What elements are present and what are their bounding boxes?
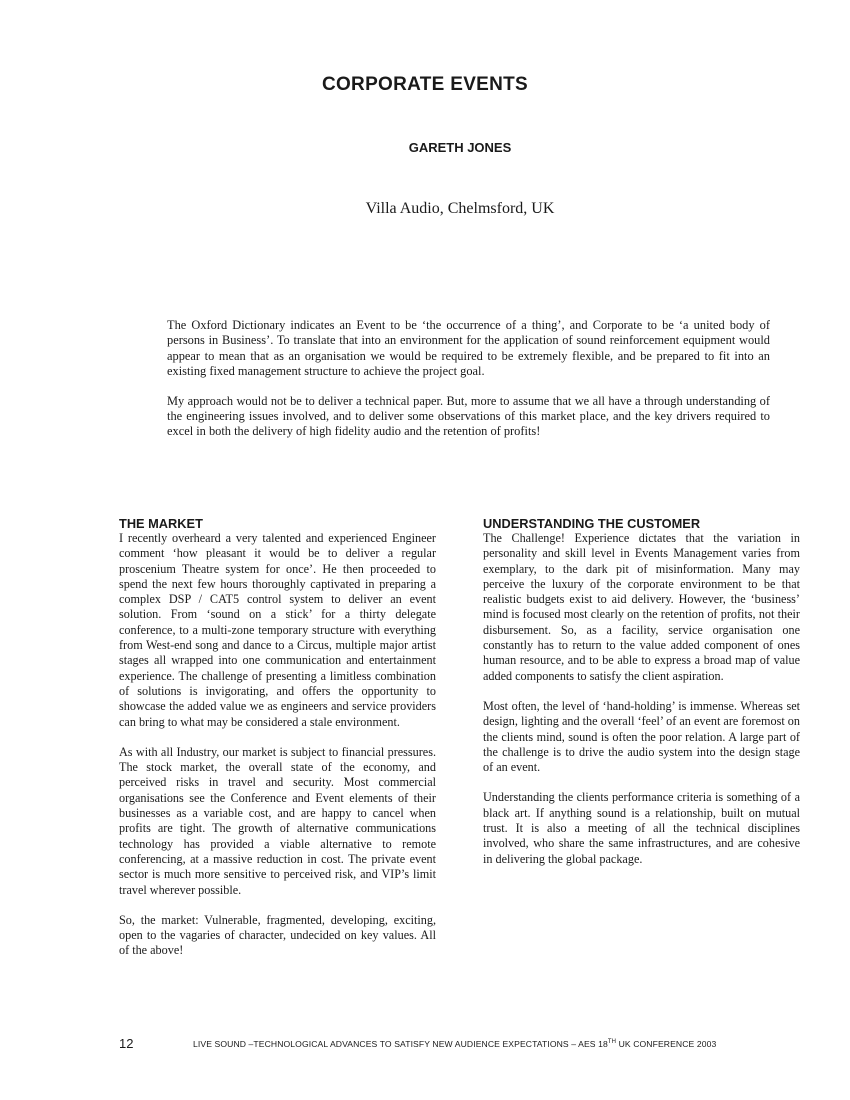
author-affiliation: Villa Audio, Chelmsford, UK — [365, 200, 555, 217]
body-paragraph: Most often, the level of ‘hand-holding’ is immense. Whereas set design, lighting and the overall ‘feel’ of an event are foremost on the clients mind, sound is often the poor relation. A large part of the challenge is to drive the audio system into the design stage of an event. — [483, 698, 800, 775]
right-column — [483, 516, 800, 882]
left-column — [119, 516, 436, 974]
running-footer — [193, 1039, 716, 1049]
abstract-paragraph: The Oxford Dictionary indicates an Event to be ‘the occurrence of a thing’, and Corporate to be ‘a united body of persons in Business’. To translate that into an environment for the application of sound reinforcement equipment would appear to mean that as an organisation we would be required to be extremely flexible, and be prepared to fit into an existing fixed management structure to achieve the project goal. — [167, 318, 770, 379]
abstract — [167, 318, 770, 454]
section-heading-market: THE MARKET — [119, 516, 203, 531]
body-paragraph: As with all Industry, our market is subject to financial pressures. The stock market, the overall state of the economy, and perceived risks in travel and security. Most commercial organisations see the Conference and Event elements of their businesses as a variable cost, and are happy to cancel when profits are tight. The growth of alternative communications technology has provided a viable alternative to remote conferencing, at a massive reduction in cost. The private event sector is much more sensitive to perceived risk, and VIP’s limit travel wherever possible. — [119, 744, 436, 897]
page-footer — [119, 1036, 799, 1054]
footer-text-end: UK CONFERENCE 2003 — [616, 1039, 717, 1049]
body-paragraph: So, the market: Vulnerable, fragmented, developing, exciting, open to the vagaries of character, undecided on key values. All of the above! — [119, 912, 436, 958]
body-paragraph: Understanding the clients performance criteria is something of a black art. If anything sound is a relationship, built on mutual trust. It is also a meeting of all the technical disciplines involved, who share the same infrastructures, and are cohesive in delivering the global package. — [483, 790, 800, 866]
paper-title: CORPORATE EVENTS — [321, 74, 529, 95]
footer-text-main: LIVE SOUND –TECHNOLOGICAL ADVANCES TO SATISFY NEW AUDIENCE EXPECTATIONS – AES 18 — [193, 1039, 608, 1049]
abstract-paragraph: My approach would not be to deliver a technical paper. But, more to assume that we all have a through understanding of the engineering issues involved, and to deliver some observations of this market place, and the key drivers required to excel in both the delivery of high fidelity audio and the retention of profits! — [167, 393, 770, 439]
body-paragraph: The Challenge! Experience dictates that the variation in personality and skill level in Events Management varies from exemplary, to the dark pit of misinformation. Many may perceive the luxury of the corporate environment to be that realistic budgets exist to aid delivery. However, the ‘business’ mind is focused most clearly on the retention of profits, not their disbursement. So, as a facility, service organisation one constantly has to return to the value added component of ones human resource, and to be able to express a broad map of value added components to satisfy the client aspiration. — [483, 531, 800, 683]
body-paragraph: I recently overheard a very talented and experienced Engineer comment ‘how pleasant it would be to deliver a regular proscenium Theatre system for once’. He then proceeded to spend the next few hours thoroughly captivated in preparing a complex DSP / CAT5 control system to deliver an event solution. From ‘sound on a stick’ for a thirty delegate conference, to a multi-zone temporary structure with everything from West-end song and dance to a Circus, multiple major artist stages all wrapped into one communication and entertainment experience. The challenge of presenting a limitless combination of solutions is invigorating, and offers the opportunity to showcase the added value we as engineers and service providers can bring to what may be considered a stale environment. — [119, 531, 436, 729]
footer-superscript: TH — [607, 1039, 617, 1046]
page-number: 12 — [119, 1036, 134, 1051]
section-heading-customer: UNDERSTANDING THE CUSTOMER — [483, 516, 701, 531]
author-name: GARETH JONES — [408, 140, 512, 155]
